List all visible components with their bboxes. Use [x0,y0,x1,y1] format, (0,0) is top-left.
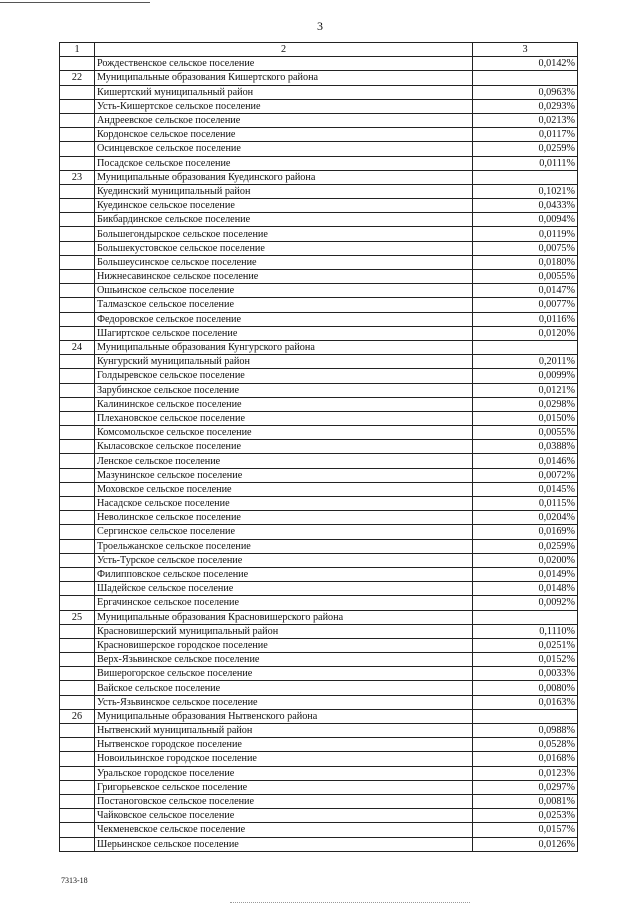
row-name: Ошьинское сельское поселение [95,284,473,298]
row-number: 24 [60,340,95,354]
row-percent: 0,0149% [473,567,578,581]
row-name: Комсомольское сельское поселение [95,426,473,440]
row-number [60,582,95,596]
row-name: Сергинское сельское поселение [95,525,473,539]
row-name: Муниципальные образования Нытвенского района [95,709,473,723]
table-header-row [60,43,578,57]
row-percent: 0,0433% [473,199,578,213]
row-number [60,766,95,780]
row-percent: 0,0152% [473,653,578,667]
table-row [60,369,578,383]
row-percent: 0,0033% [473,667,578,681]
table-section-row [60,340,578,354]
row-name: Кунгурский муниципальный район [95,355,473,369]
row-name: Усть-Турское сельское поселение [95,553,473,567]
row-name: Григорьевское сельское поселение [95,780,473,794]
row-number [60,184,95,198]
row-number [60,440,95,454]
row-number [60,738,95,752]
row-number [60,369,95,383]
table-row [60,794,578,808]
row-name: Большеусинское сельское поселение [95,255,473,269]
row-name: Чекменевское сельское поселение [95,823,473,837]
row-name: Кордонское сельское поселение [95,128,473,142]
row-percent: 0,1110% [473,624,578,638]
row-number [60,624,95,638]
row-number: 26 [60,709,95,723]
row-name: Куединское сельское поселение [95,199,473,213]
table-row [60,681,578,695]
row-percent: 0,0157% [473,823,578,837]
row-name: Муниципальные образования Красновишерского района [95,610,473,624]
table-row [60,227,578,241]
table-row [60,142,578,156]
row-name: Кишертский муниципальный район [95,85,473,99]
row-name: Плехановское сельское поселение [95,411,473,425]
table-row [60,99,578,113]
row-percent: 0,0077% [473,298,578,312]
table-row [60,567,578,581]
page-number: 3 [317,19,323,33]
table-row [60,738,578,752]
row-name: Насадское сельское поселение [95,497,473,511]
row-name: Талмазское сельское поселение [95,298,473,312]
table-row [60,624,578,638]
row-percent: 0,0293% [473,99,578,113]
row-percent: 0,0251% [473,638,578,652]
row-number [60,724,95,738]
table-row [60,695,578,709]
row-percent: 0,0142% [473,57,578,71]
row-name: Красновишерский муниципальный район [95,624,473,638]
row-name: Новоильинское городское поселение [95,752,473,766]
row-number [60,809,95,823]
row-percent: 0,0988% [473,724,578,738]
row-number [60,539,95,553]
row-number [60,199,95,213]
row-name: Муниципальные образования Куединского района [95,170,473,184]
row-number [60,596,95,610]
allocation-table [59,42,578,852]
row-percent [473,709,578,723]
row-number [60,667,95,681]
row-number: 25 [60,610,95,624]
row-percent: 0,0117% [473,128,578,142]
table-row [60,809,578,823]
table-row [60,525,578,539]
row-percent [473,610,578,624]
row-name: Шагиртское сельское поселение [95,326,473,340]
row-percent: 0,0123% [473,766,578,780]
row-name: Посадское сельское поселение [95,156,473,170]
table-row [60,752,578,766]
row-number [60,794,95,808]
table-row [60,383,578,397]
row-number [60,85,95,99]
row-number [60,780,95,794]
row-percent: 0,0072% [473,468,578,482]
row-name: Усть-Кишертское сельское поселение [95,99,473,113]
row-name: Большегондырское сельское поселение [95,227,473,241]
row-number [60,156,95,170]
row-number [60,312,95,326]
table-row [60,355,578,369]
table-row [60,411,578,425]
row-percent: 0,0148% [473,582,578,596]
row-percent: 0,0253% [473,809,578,823]
row-number [60,454,95,468]
row-number [60,511,95,525]
row-name: Вайское сельское поселение [95,681,473,695]
table-row [60,837,578,851]
row-number [60,57,95,71]
table-row [60,255,578,269]
row-name: Филипповское сельское поселение [95,567,473,581]
table-row [60,596,578,610]
row-percent: 0,0259% [473,539,578,553]
row-name: Рождественское сельское поселение [95,57,473,71]
table-row [60,326,578,340]
row-name: Мазунинское сельское поселение [95,468,473,482]
row-name: Шадейское сельское поселение [95,582,473,596]
row-name: Уральское городское поселение [95,766,473,780]
row-number [60,567,95,581]
row-percent: 0,0146% [473,454,578,468]
row-number [60,99,95,113]
row-number [60,326,95,340]
row-number [60,411,95,425]
row-name: Осинцевское сельское поселение [95,142,473,156]
row-number [60,298,95,312]
table-row [60,823,578,837]
row-percent: 0,0169% [473,525,578,539]
row-number [60,270,95,284]
table-row [60,241,578,255]
top-rule [0,2,150,3]
table-row [60,539,578,553]
row-number [60,497,95,511]
table-section-row [60,709,578,723]
row-percent: 0,0111% [473,156,578,170]
row-percent: 0,0200% [473,553,578,567]
table-row [60,582,578,596]
row-percent: 0,0116% [473,312,578,326]
row-percent: 0,0115% [473,497,578,511]
row-number [60,837,95,851]
table-body [60,43,578,852]
row-name: Троельжанское сельское поселение [95,539,473,553]
row-percent: 0,0213% [473,113,578,127]
row-percent: 0,0298% [473,397,578,411]
row-number [60,383,95,397]
row-name: Усть-Язьвинское сельское поселение [95,695,473,709]
row-percent: 0,0099% [473,369,578,383]
row-percent: 0,0180% [473,255,578,269]
row-number [60,128,95,142]
table-row [60,128,578,142]
row-name: Ергачинское сельское поселение [95,596,473,610]
row-percent: 0,0963% [473,85,578,99]
row-percent [473,170,578,184]
table-row [60,85,578,99]
table-section-row [60,610,578,624]
row-name: Муниципальные образования Кунгурского района [95,340,473,354]
row-percent: 0,0528% [473,738,578,752]
table-row [60,184,578,198]
table-row [60,724,578,738]
row-name: Кыласовское сельское поселение [95,440,473,454]
row-number [60,355,95,369]
table-row [60,482,578,496]
row-number [60,426,95,440]
row-name: Голдыревское сельское поселение [95,369,473,383]
row-name: Красновишерское городское поселение [95,638,473,652]
row-number [60,241,95,255]
row-name: Муниципальные образования Кишертского района [95,71,473,85]
table-row [60,553,578,567]
row-name: Ленское сельское поселение [95,454,473,468]
table-row [60,653,578,667]
row-name: Верх-Язьвинское сельское поселение [95,653,473,667]
row-percent: 0,0121% [473,383,578,397]
table-row [60,113,578,127]
table-row [60,468,578,482]
row-percent: 0,0147% [473,284,578,298]
row-percent: 0,0168% [473,752,578,766]
row-percent: 0,0092% [473,596,578,610]
row-percent: 0,0119% [473,227,578,241]
row-percent: 0,0055% [473,426,578,440]
table-row [60,199,578,213]
row-name: Моховское сельское поселение [95,482,473,496]
row-percent: 0,0094% [473,213,578,227]
row-name: Неволинское сельское поселение [95,511,473,525]
row-number [60,525,95,539]
document-code: 7313-18 [61,876,88,885]
table-section-row [60,71,578,85]
row-percent: 0,0126% [473,837,578,851]
row-name: Шерьинское сельское поселение [95,837,473,851]
row-name: Зарубинское сельское поселение [95,383,473,397]
table-row [60,440,578,454]
table-row [60,312,578,326]
table-row [60,426,578,440]
row-number: 23 [60,170,95,184]
row-number [60,142,95,156]
row-percent [473,340,578,354]
row-percent: 0,0163% [473,695,578,709]
row-name: Федоровское сельское поселение [95,312,473,326]
row-number [60,752,95,766]
table-row [60,57,578,71]
row-number [60,113,95,127]
table-row [60,454,578,468]
row-percent: 0,0080% [473,681,578,695]
header-col-1: 1 [60,43,95,57]
row-number [60,681,95,695]
table-row [60,766,578,780]
table-section-row [60,170,578,184]
row-number: 22 [60,71,95,85]
bottom-rule [230,902,470,903]
row-name: Нижнесавинское сельское поселение [95,270,473,284]
row-number [60,468,95,482]
row-percent: 0,0081% [473,794,578,808]
row-name: Вишерогорское сельское поселение [95,667,473,681]
table-row [60,270,578,284]
row-number [60,227,95,241]
row-number [60,823,95,837]
table-row [60,284,578,298]
row-name: Куединский муниципальный район [95,184,473,198]
row-percent: 0,0075% [473,241,578,255]
row-name: Чайковское сельское поселение [95,809,473,823]
row-number [60,638,95,652]
row-number [60,213,95,227]
row-percent: 0,0204% [473,511,578,525]
header-col-3: 3 [473,43,578,57]
row-number [60,695,95,709]
row-percent: 0,0259% [473,142,578,156]
row-percent: 0,0297% [473,780,578,794]
row-number [60,553,95,567]
table-row [60,780,578,794]
row-number [60,255,95,269]
row-percent: 0,1021% [473,184,578,198]
row-number [60,653,95,667]
row-number [60,397,95,411]
row-percent: 0,0150% [473,411,578,425]
row-name: Андреевское сельское поселение [95,113,473,127]
row-percent: 0,0120% [473,326,578,340]
row-name: Нытвенский муниципальный район [95,724,473,738]
row-percent [473,71,578,85]
header-col-2: 2 [95,43,473,57]
row-percent: 0,0388% [473,440,578,454]
row-name: Постаноговское сельское поселение [95,794,473,808]
row-name: Большекустовское сельское поселение [95,241,473,255]
table-row [60,497,578,511]
row-name: Бикбардинское сельское поселение [95,213,473,227]
table-row [60,638,578,652]
table-row [60,298,578,312]
row-percent: 0,0145% [473,482,578,496]
row-percent: 0,2011% [473,355,578,369]
row-percent: 0,0055% [473,270,578,284]
row-name: Калининское сельское поселение [95,397,473,411]
table-row [60,213,578,227]
table-row [60,667,578,681]
table-row [60,511,578,525]
row-number [60,284,95,298]
row-name: Нытвенское городское поселение [95,738,473,752]
table-row [60,156,578,170]
table-row [60,397,578,411]
row-number [60,482,95,496]
